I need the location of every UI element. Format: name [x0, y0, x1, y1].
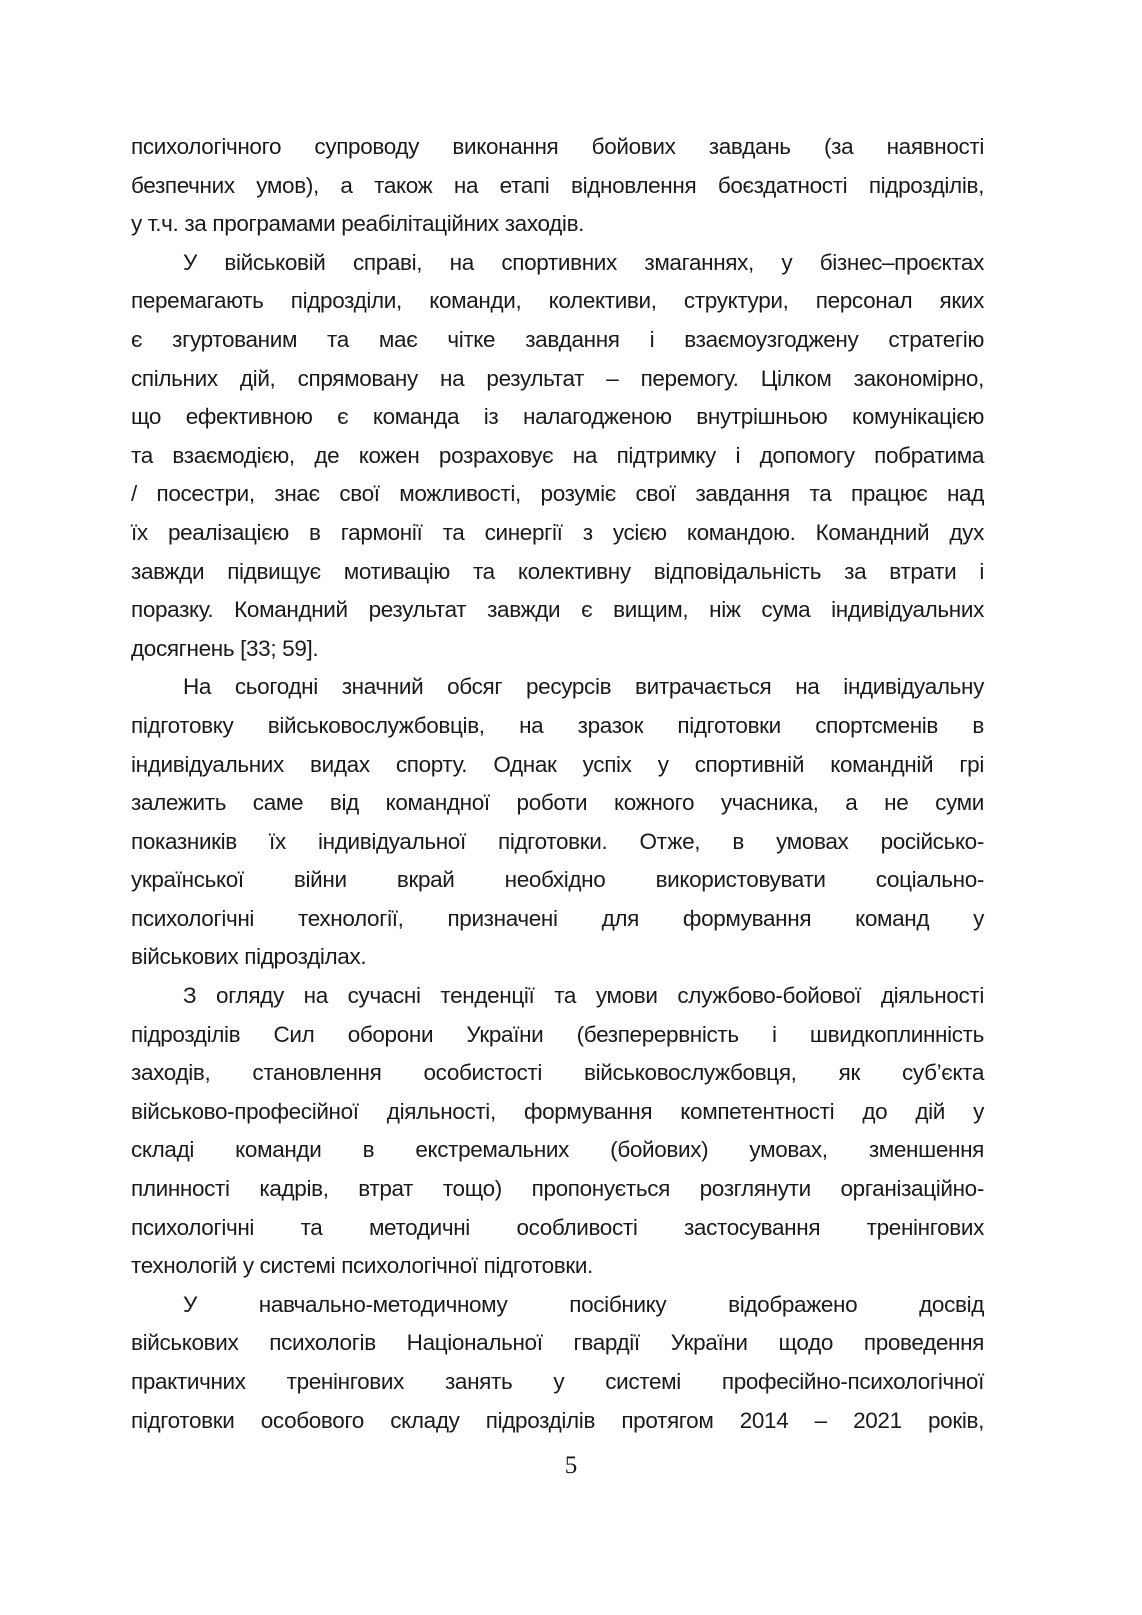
- text-line: / посестри, знає свої можливості, розуміє свої завдання та працює над: [131, 481, 984, 507]
- text-line: практичних тренінгових занять у системі професійно-психологічної: [131, 1369, 984, 1394]
- text-line: У військовій справі, на спортивних змаганнях, у бізнес–проєктах: [183, 249, 984, 275]
- text-line: технологій у системі психологічної підготовки.: [131, 1253, 593, 1279]
- text-line: індивідуальних видах спорту. Однак успіх у спортивній командній грі: [131, 751, 984, 777]
- text-line: спільних дій, спрямовану на результат – перемогу. Цілком закономірно,: [131, 365, 984, 391]
- text-line: військових психологів Національної гвардії України щодо проведення: [131, 1330, 984, 1356]
- text-line: психологічні технології, призначені для формування команд у: [131, 905, 984, 931]
- text-line: військово-професійної діяльності, формування компетентності до дій у: [131, 1098, 984, 1124]
- text-line: показників їх індивідуальної підготовки. Отже, в умовах російсько-: [131, 828, 984, 854]
- text-line: завжди підвищує мотивацію та колективну відповідальність за втрати і: [131, 558, 984, 584]
- text-line: психологічного супроводу виконання бойових завдань (за наявності: [131, 134, 984, 159]
- paragraph: [131, 244, 984, 669]
- text-line: складі команди в екстремальних (бойових) умовах, зменшення: [131, 1137, 984, 1163]
- text-line: є згуртованим та має чітке завдання і взаємоузгоджену стратегію: [131, 326, 984, 352]
- paragraph: [131, 1286, 984, 1440]
- text-line: що ефективною є команда із налагодженою внутрішньою комунікацією: [131, 404, 984, 430]
- text-line: психологічні та методичні особливості застосування тренінгових: [131, 1214, 984, 1240]
- text-line: української війни вкрай необхідно використовувати соціально-: [131, 867, 984, 893]
- paragraph: [131, 977, 984, 1286]
- text-line: поразку. Командний результат завжди є вищим, ніж сума індивідуальних: [131, 597, 984, 623]
- text-line: безпечних умов), а також на етапі відновлення боєздатності підрозділів,: [131, 172, 984, 198]
- text-line: військових підрозділах.: [131, 944, 367, 970]
- text-line: залежить саме від командної роботи кожного учасника, а не суми: [131, 790, 984, 816]
- body-text: [131, 128, 984, 1440]
- page-number: 5: [564, 1452, 578, 1479]
- text-line: досягнень [33; 59].: [131, 635, 319, 661]
- text-line: На сьогодні значний обсяг ресурсів витрачається на індивідуальну: [183, 674, 984, 700]
- paragraph: [131, 668, 984, 977]
- text-line: їх реалізацією в гармонії та синергії з усією командою. Командний дух: [131, 519, 984, 545]
- text-line: заходів, становлення особистості військовослужбовця, як суб’єкта: [131, 1060, 984, 1086]
- text-line: З огляду на сучасні тенденції та умови службово-бойової діяльності: [183, 983, 984, 1009]
- text-line: підготовку військовослужбовців, на зразок підготовки спортсменів в: [131, 712, 984, 738]
- text-line: підготовки особового складу підрозділів протягом 2014 – 2021 років,: [131, 1407, 984, 1433]
- text-line: перемагають підрозділи, команди, колективи, структури, персонал яких: [131, 288, 984, 314]
- paragraph: [131, 128, 984, 244]
- text-line: та взаємодією, де кожен розраховує на підтримку і допомогу побратима: [131, 442, 984, 468]
- text-line: підрозділів Сил оборони України (безперервність і швидкоплинність: [131, 1021, 984, 1047]
- text-line: плинності кадрів, втрат тощо) пропонується розглянути організаційно-: [131, 1176, 984, 1202]
- text-line: У навчально-методичному посібнику відображено досвід: [183, 1291, 984, 1317]
- text-line: у т.ч. за програмами реабілітаційних заходів.: [131, 211, 585, 237]
